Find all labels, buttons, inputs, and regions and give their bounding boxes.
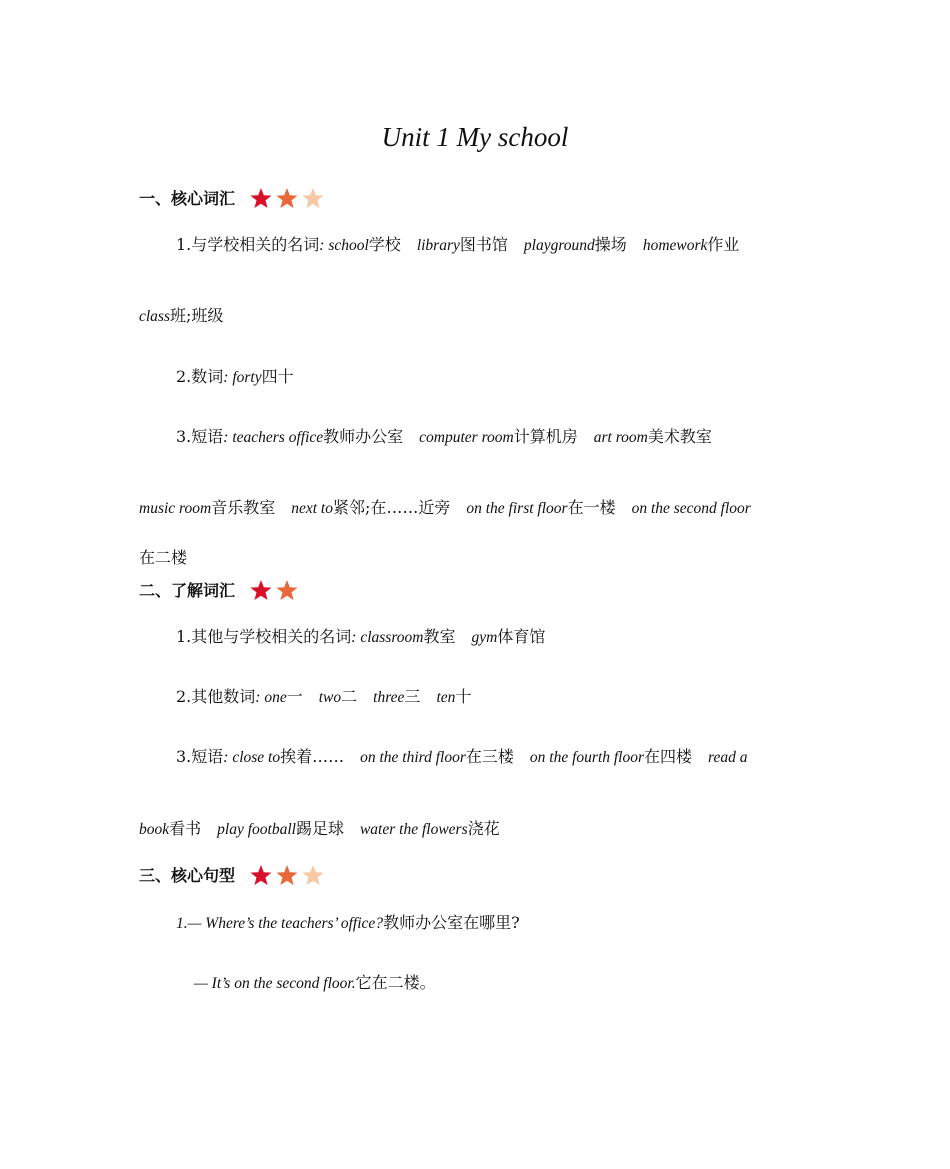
english-term: computer room bbox=[419, 429, 514, 446]
vocab-line bbox=[139, 495, 751, 518]
english-term: two bbox=[318, 689, 342, 706]
chinese-text: 2.其他数词 bbox=[176, 687, 256, 706]
chinese-text: 踢足球 bbox=[295, 819, 344, 838]
rating-stars bbox=[249, 187, 325, 209]
english-term: next to bbox=[291, 500, 333, 517]
vocab-line bbox=[176, 684, 471, 707]
english-term: music room bbox=[139, 500, 212, 517]
english-term: on the second floor bbox=[631, 500, 751, 517]
star-icon bbox=[275, 864, 299, 886]
chinese-text: 操场 bbox=[594, 235, 627, 254]
vocab-line bbox=[176, 744, 748, 767]
english-term: play football bbox=[217, 821, 296, 838]
chinese-text: 三 bbox=[404, 687, 421, 706]
chinese-text: 四十 bbox=[261, 367, 294, 386]
vocab-line bbox=[176, 424, 712, 447]
english-term: ten bbox=[436, 689, 456, 706]
star-icon bbox=[301, 864, 325, 886]
chinese-text: 它在二楼。 bbox=[355, 973, 436, 992]
vocab-line bbox=[139, 816, 500, 839]
english-term: : forty bbox=[223, 369, 262, 386]
english-term: art room bbox=[593, 429, 648, 446]
english-term: gym bbox=[471, 629, 498, 646]
chinese-text: 学校 bbox=[368, 235, 401, 254]
english-term: book bbox=[139, 821, 170, 838]
chinese-text: 在三楼 bbox=[465, 747, 514, 766]
sentence-line bbox=[194, 970, 436, 993]
chinese-text: 在二楼 bbox=[139, 548, 188, 567]
rating-stars bbox=[249, 864, 325, 886]
english-term: on the fourth floor bbox=[529, 749, 645, 766]
section-heading-core-vocab bbox=[139, 186, 325, 209]
chinese-text: 浇花 bbox=[467, 819, 500, 838]
star-icon bbox=[249, 864, 273, 886]
vocab-line bbox=[139, 545, 187, 568]
section-heading-extra-vocab bbox=[139, 578, 299, 601]
star-icon bbox=[301, 187, 325, 209]
chinese-text: 图书馆 bbox=[459, 235, 508, 254]
chinese-text: 2.数词 bbox=[176, 367, 224, 386]
chinese-text: 教师办公室在哪里? bbox=[383, 913, 520, 932]
chinese-text: 1.其他与学校相关的名词 bbox=[176, 627, 352, 646]
vocab-line bbox=[176, 624, 545, 647]
english-term: on the first floor bbox=[466, 500, 568, 517]
vocab-line bbox=[176, 364, 294, 387]
english-term: water the flowers bbox=[359, 821, 468, 838]
section-heading-sentences bbox=[139, 863, 325, 886]
english-term: library bbox=[416, 237, 460, 254]
english-term: : one bbox=[255, 689, 287, 706]
chinese-text: 3.短语 bbox=[176, 747, 224, 766]
rating-stars bbox=[249, 579, 299, 601]
chinese-text: 1.与学校相关的名词 bbox=[176, 235, 320, 254]
english-term: on the third floor bbox=[360, 749, 466, 766]
section-heading-text: 三、核心句型 bbox=[139, 866, 236, 885]
star-icon bbox=[249, 579, 273, 601]
english-term: playground bbox=[523, 237, 595, 254]
english-term: homework bbox=[642, 237, 708, 254]
chinese-text: 作业 bbox=[707, 235, 740, 254]
english-term: — It’s on the second floor. bbox=[194, 975, 356, 992]
english-term: read a bbox=[708, 749, 748, 766]
chinese-text: 在四楼 bbox=[644, 747, 693, 766]
page-title: Unit 1 My school bbox=[381, 122, 569, 152]
chinese-text: 紧邻;在……近旁 bbox=[332, 498, 451, 517]
chinese-text: 美术教室 bbox=[647, 427, 712, 446]
english-term: : classroom bbox=[351, 629, 424, 646]
chinese-text: 班;班级 bbox=[170, 306, 224, 325]
star-icon bbox=[249, 187, 273, 209]
english-term: : close to bbox=[223, 749, 281, 766]
english-term: 1.— Where’s the teachers’ office? bbox=[176, 915, 384, 932]
chinese-text: 在一楼 bbox=[567, 498, 616, 517]
chinese-text: 看书 bbox=[169, 819, 202, 838]
chinese-text: 音乐教室 bbox=[211, 498, 276, 517]
chinese-text: 教师办公室 bbox=[323, 427, 404, 446]
section-heading-text: 一、核心词汇 bbox=[139, 189, 236, 208]
english-term: : teachers office bbox=[223, 429, 324, 446]
english-term: : school bbox=[319, 237, 369, 254]
chinese-text: 一 bbox=[286, 687, 303, 706]
vocab-line bbox=[139, 303, 223, 326]
vocab-line bbox=[176, 232, 739, 255]
chinese-text: 教室 bbox=[423, 627, 456, 646]
sentence-line bbox=[176, 910, 520, 933]
english-term: three bbox=[373, 689, 405, 706]
star-icon bbox=[275, 579, 299, 601]
chinese-text: 计算机房 bbox=[513, 427, 578, 446]
chinese-text: 体育馆 bbox=[497, 627, 546, 646]
english-term: class bbox=[139, 308, 170, 325]
chinese-text: 挨着…… bbox=[280, 747, 345, 766]
chinese-text: 3.短语 bbox=[176, 427, 224, 446]
chinese-text: 二 bbox=[341, 687, 358, 706]
chinese-text: 十 bbox=[455, 687, 472, 706]
section-heading-text: 二、了解词汇 bbox=[139, 581, 236, 600]
star-icon bbox=[275, 187, 299, 209]
